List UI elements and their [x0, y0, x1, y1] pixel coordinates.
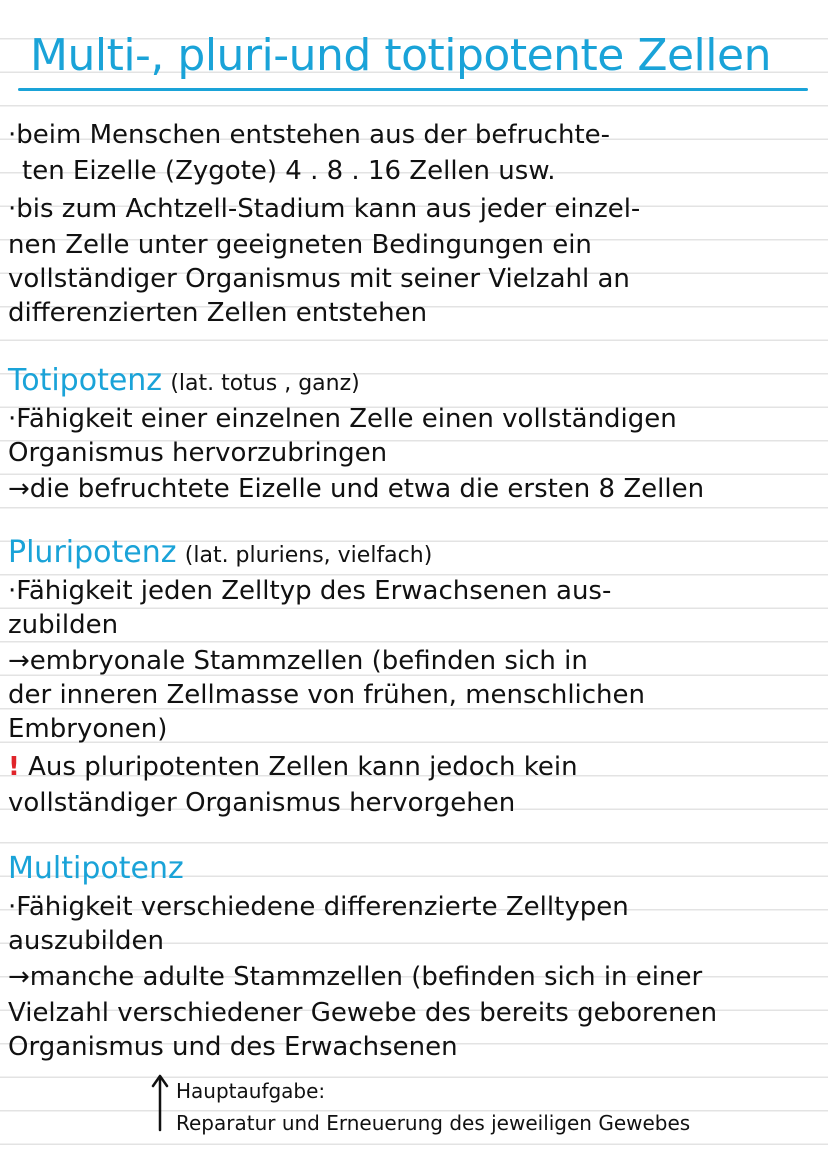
multipotenz-line4: Vielzahl verschiedener Gewebe des bereits geborenen — [8, 998, 718, 1028]
totipotenz-latin: (lat. totus , ganz) — [170, 371, 360, 396]
pluripotenz-latin: (lat. pluriens, vielfach) — [184, 543, 433, 568]
note-label: Hauptaufgabe: — [176, 1079, 326, 1103]
intro-bullet2-line3: vollständiger Organismus mit seiner Vielzahl an — [8, 264, 630, 294]
title-underline — [18, 88, 808, 91]
pluripotenz-warning-line2: vollständiger Organismus hervorgehen — [8, 788, 516, 818]
pluripotenz-line5: Embryonen) — [8, 714, 168, 744]
pluripotenz-line4: der inneren Zellmasse von frühen, menschlichen — [8, 680, 646, 710]
intro-bullet2-line1: ·bis zum Achtzell-Stadium kann aus jeder einzel- — [8, 194, 641, 224]
intro-bullet2-line2: nen Zelle unter geeigneten Bedingungen ein — [8, 230, 592, 260]
multipotenz-heading: Multipotenz — [8, 851, 184, 886]
pluripotenz-heading: Pluripotenz — [8, 535, 177, 570]
pluripotenz-warning-line1: Aus pluripotenten Zellen kann jedoch kein — [28, 752, 578, 782]
page-title: Multi-, pluri-und totipotente Zellen — [30, 30, 771, 81]
intro-bullet2-line4: differenzierten Zellen entstehen — [8, 298, 428, 328]
intro-bullet1-line2: ten Eizelle (Zygote) 4 . 8 . 16 Zellen usw. — [22, 156, 556, 186]
pluripotenz-heading-row — [8, 536, 432, 573]
note-text: Reparatur und Erneuerung des jeweiligen Gewebes — [176, 1111, 691, 1135]
totipotenz-line1: ·Fähigkeit einer einzelnen Zelle einen vollständigen — [8, 404, 677, 434]
pluripotenz-line3: →embryonale Stammzellen (befinden sich in — [8, 646, 588, 676]
multipotenz-line2: auszubilden — [8, 926, 165, 956]
pluripotenz-line2: zubilden — [8, 610, 119, 640]
multipotenz-line3: →manche adulte Stammzellen (befinden sich in einer — [8, 962, 703, 992]
pluripotenz-warning-row — [8, 750, 578, 784]
intro-bullet1-line1: ·beim Menschen entstehen aus der befruchte- — [8, 120, 611, 150]
totipotenz-line2: Organismus hervorzubringen — [8, 438, 388, 468]
totipotenz-heading: Totipotenz — [8, 363, 163, 398]
multipotenz-line5: Organismus und des Erwachsenen — [8, 1032, 458, 1062]
totipotenz-line3: →die befruchtete Eizelle und etwa die ersten 8 Zellen — [8, 474, 705, 504]
arrow-up-icon — [150, 1072, 170, 1132]
warning-icon: ! — [8, 752, 20, 782]
totipotenz-heading-row — [8, 364, 360, 401]
pluripotenz-line1: ·Fähigkeit jeden Zelltyp des Erwachsenen aus- — [8, 576, 612, 606]
multipotenz-line1: ·Fähigkeit verschiedene differenzierte Zelltypen — [8, 892, 629, 922]
